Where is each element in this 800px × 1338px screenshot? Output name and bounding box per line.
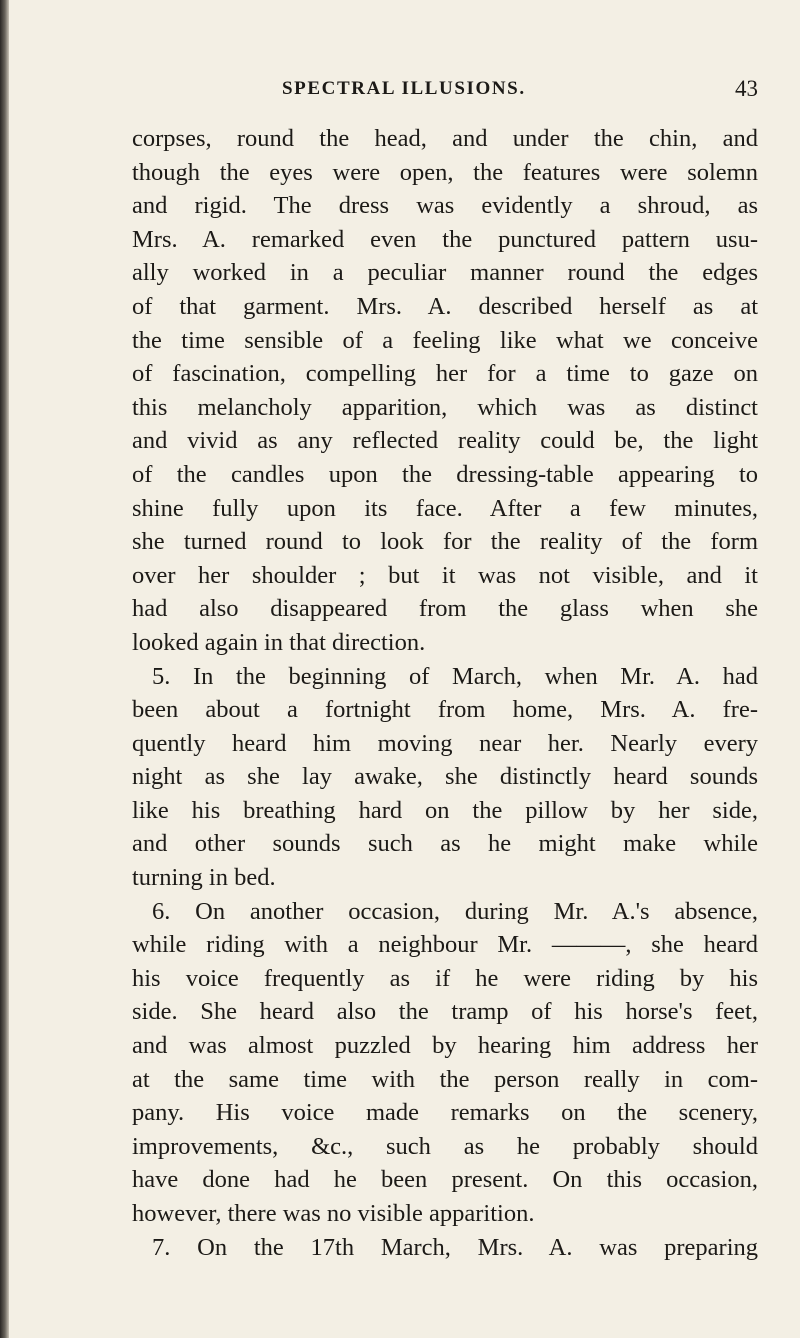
text-line: the time sensible of a feeling like what we conceive xyxy=(132,326,758,354)
text-line: night as she lay awake, she distinctly heard sounds xyxy=(132,763,758,791)
text-line: 5. In the beginning of March, when Mr. A. had xyxy=(152,662,758,690)
text-line: had also disappeared from the glass when she xyxy=(132,595,758,623)
text-line: though the eyes were open, the features were solemn xyxy=(132,158,758,186)
text-line: have done had he been present. On this occasion, xyxy=(132,1166,758,1194)
text-line: of fascination, compelling her for a time to gaze on xyxy=(132,360,758,388)
text-line: corpses, round the head, and under the chin, and xyxy=(132,125,758,152)
text-line: quently heard him moving near her. Nearly every xyxy=(132,729,758,757)
text-line: of the candles upon the dressing-table appearing to xyxy=(132,460,758,488)
text-line: turning in bed. xyxy=(132,864,276,892)
text-line: she turned round to look for the reality of the form xyxy=(132,528,758,556)
text-line: and rigid. The dress was evidently a shroud, as xyxy=(132,192,758,220)
text-line: and vivid as any reflected reality could be, the light xyxy=(132,427,758,455)
text-line: looked again in that direction. xyxy=(132,628,426,656)
text-line: while riding with a neighbour Mr. ———, she heard xyxy=(132,931,758,959)
text-line: 6. On another occasion, during Mr. A.'s absence, xyxy=(152,897,758,925)
text-line: and other sounds such as he might make while xyxy=(132,830,758,858)
text-line: his voice frequently as if he were riding by his xyxy=(132,964,758,992)
text-line: pany. His voice made remarks on the scenery, xyxy=(132,1099,758,1127)
text-line: 7. On the 17th March, Mrs. A. was preparing xyxy=(152,1233,758,1261)
text-line: Mrs. A. remarked even the punctured pattern usu- xyxy=(132,225,758,253)
text-line: improvements, &c., such as he probably should xyxy=(132,1132,758,1160)
text-line: shine fully upon its face. After a few minutes, xyxy=(132,494,758,522)
text-line: however, there was no visible apparition. xyxy=(132,1200,535,1227)
running-head xyxy=(132,78,758,108)
text-line: at the same time with the person really in com- xyxy=(132,1065,758,1093)
text-line: over her shoulder ; but it was not visible, and it xyxy=(132,561,758,589)
text-line: like his breathing hard on the pillow by her side, xyxy=(132,796,758,824)
page-number: 43 xyxy=(735,76,758,101)
text-line: ally worked in a peculiar manner round the edges xyxy=(132,259,758,287)
text-line: this melancholy apparition, which was as distinct xyxy=(132,393,758,421)
text-line: been about a fortnight from home, Mrs. A. fre- xyxy=(132,696,758,724)
text-line: of that garment. Mrs. A. described herself as at xyxy=(132,292,758,320)
text-line: and was almost puzzled by hearing him address her xyxy=(132,1032,758,1060)
body-text xyxy=(132,122,758,1264)
running-title: SPECTRAL ILLUSIONS. xyxy=(282,78,526,99)
text-line: side. She heard also the tramp of his horse's feet, xyxy=(132,998,758,1026)
